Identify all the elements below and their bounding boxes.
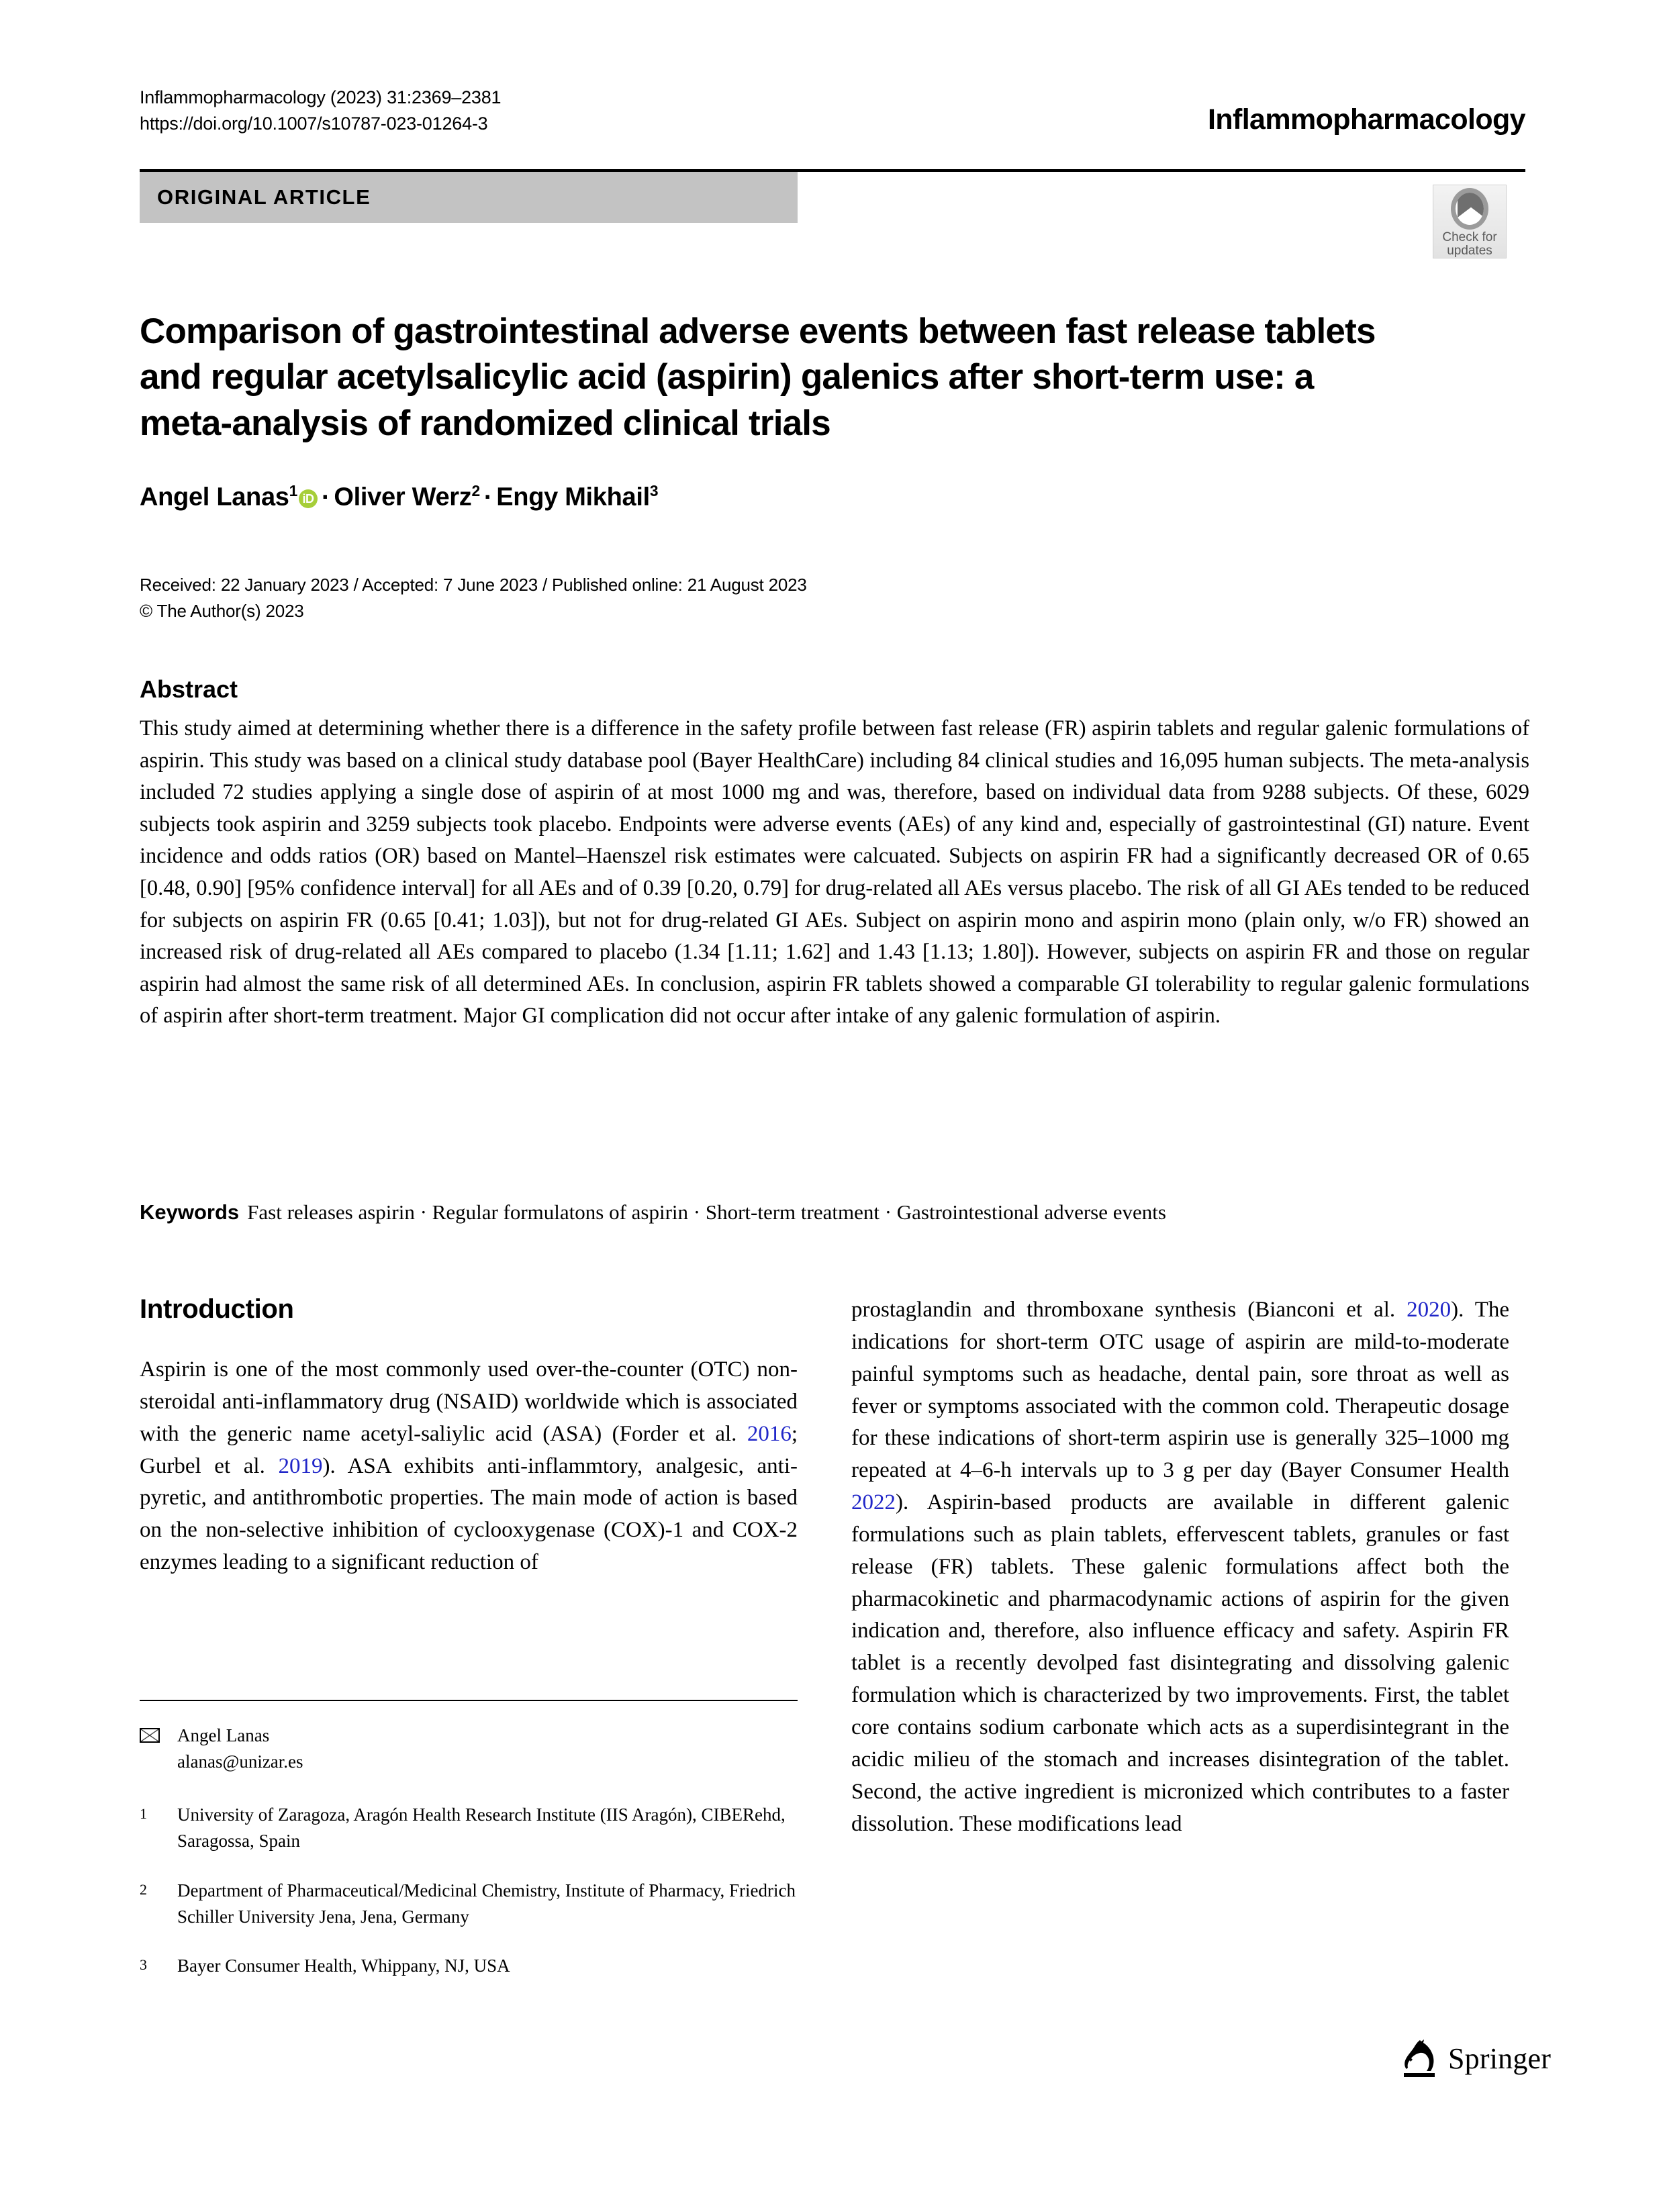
envelope-icon xyxy=(140,1728,160,1743)
author-separator-2: · xyxy=(483,483,493,512)
author-affiliation-marker-2: 2 xyxy=(471,482,480,499)
page-header xyxy=(140,85,1525,137)
footnotes-block xyxy=(140,1723,804,2002)
abstract-text: This study aimed at determining whether there is a difference in the safety profile between fast release (FR) aspirin tablets and regular galenic formulations of aspirin. This study was based on a clinical study database pool (Bayer HealthCare) including 84 clinical studies and 16,095 human subjects. The meta-analysis included 72 studies applying a single dose of aspirin of at most 1000 mg and was, therefore, based on individual data from 9288 subjects. Of these, 6029 subjects took aspirin and 3259 subjects took placebo. Endpoints were adverse events (AEs) of any kind and, especially of gastrointestinal (GI) nature. Event incidence and odds ratios (OR) based on Mantel–Haenszel risk estimates were calcuated. Subjects on aspirin FR had a significantly decreased OR of 0.65 [0.48, 0.90] [95% confidence interval] for all AEs and of 0.39 [0.20, 0.79] for drug-related all AEs versus placebo. The risk of all GI AEs tended to be reduced for subjects on aspirin FR (0.65 [0.41; 1.03]), but not for drug-related GI AEs. Subject on aspirin mono and aspirin mono (plain only, w/o FR) showed an increased risk of drug-related all AEs compared to placebo (1.34 [1.11; 1.62] and 1.43 [1.13; 1.80]). However, subjects on aspirin FR and those on regular aspirin had almost the same risk of all determined AEs. In conclusion, aspirin FR tablets showed a comparable GI tolerability to regular galenic formulations of aspirin after short-term treatment. Major GI complication did not occur after intake of any galenic formulation of aspirin. xyxy=(140,716,1529,1028)
journal-name: Inflammopharmacology xyxy=(1207,103,1525,136)
updates-line-1: Check for xyxy=(1442,230,1497,244)
affiliation-number: 1 xyxy=(140,1805,147,1823)
intro-right-text-2: ). The indications for short-term OTC usage of aspirin are mild-to-moderate painful symptoms such as headache, dental pain, sore throat as well as fever or symptoms associated with the common cold. Therapeutic dosage for these indications of short-term aspirin use is generally 325–1000 mg repeated at 4–6-h intervals up to 3 g per day (Bayer Consumer Health xyxy=(851,1298,1509,1483)
affiliation-item xyxy=(140,1953,804,1979)
citation-link-gurbel-2019[interactable]: 2019 xyxy=(278,1453,323,1478)
orcid-icon[interactable]: iD xyxy=(299,489,318,508)
introduction-paragraph-right xyxy=(851,1294,1509,1840)
copyright-line: © The Author(s) 2023 xyxy=(140,601,304,621)
keywords-block xyxy=(140,1198,1529,1228)
citation-link-bianconi-2020[interactable]: 2020 xyxy=(1407,1298,1452,1322)
citation-link-forder-2016[interactable]: 2016 xyxy=(747,1421,792,1446)
author-affiliation-marker-1: 1 xyxy=(289,482,298,499)
citation-line-1: Inflammopharmacology (2023) 31:2369–2381 xyxy=(140,87,502,107)
author-name-3[interactable]: Engy Mikhail xyxy=(496,483,650,512)
doi-line[interactable]: https://doi.org/10.1007/s10787-023-01264-3 xyxy=(140,113,488,134)
affiliation-number: 3 xyxy=(140,1956,147,1973)
affiliation-text: University of Zaragoza, Aragón Health Research Institute (IIS Aragón), CIBERehd, Saragossa, Spain xyxy=(177,1805,786,1852)
intro-right-text-3: ). Aspirin-based products are available in different galenic formulations such as plain tablets, effervescent tablets, granules or fast release (FR) tablets. These galenic formulations affect both the pharmacokinetic and pharmacodynamic actions of aspirin for the given indication and, therefore, also influence efficacy and safety. Aspirin FR tablet is a recently devolped fast disintegrating and dissolving galenic formulation which is characterized by two improvements. First, the tablet core contains sodium carbonate which acts as a superdisintegrant in the acidic milieu of the stomach and increases disintegration of the tablet. Second, the active ingredient is micronized which contributes to a faster dissolution. These modifications lead xyxy=(851,1490,1509,1836)
footnote-divider xyxy=(140,1700,798,1701)
publication-dates xyxy=(140,572,1415,624)
corresponding-author xyxy=(140,1723,804,1775)
springer-wordmark: Springer xyxy=(1448,2041,1552,2075)
author-list xyxy=(140,482,1415,512)
intro-right-text-1: prostaglandin and thromboxane synthesis (Bianconi et al. xyxy=(851,1298,1407,1322)
keywords-text: Fast releases aspirin · Regular formulatons of aspirin · Short-term treatment · Gastrointestional adverse events xyxy=(247,1200,1166,1224)
crossmark-icon xyxy=(1451,188,1488,230)
check-for-updates-badge[interactable] xyxy=(1433,185,1507,258)
author-name-1[interactable]: Angel Lanas xyxy=(140,483,289,512)
publisher-logo xyxy=(1400,2037,1551,2079)
affiliation-text: Bayer Consumer Health, Whippany, NJ, USA xyxy=(177,1955,510,1976)
column-right xyxy=(851,1294,1509,1840)
updates-line-2: updates xyxy=(1447,243,1492,258)
article-type-banner xyxy=(140,172,798,223)
abstract-heading: Abstract xyxy=(140,675,238,703)
affiliation-item xyxy=(140,1878,804,1930)
column-left xyxy=(140,1294,798,1579)
introduction-paragraph-left xyxy=(140,1354,798,1579)
author-name-2[interactable]: Oliver Werz xyxy=(334,483,472,512)
intro-left-text-1: Aspirin is one of the most commonly used over-the-counter (OTC) non-steroidal anti-inflammatory drug (NSAID) worldwide which is associated with the generic name acetyl-saliylic acid (ASA) (Forder et al. xyxy=(140,1357,798,1446)
affiliation-text: Department of Pharmaceutical/Medicinal Chemistry, Institute of Pharmacy, Friedrich Schiller University Jena, Jena, Germany xyxy=(177,1880,796,1927)
article-type-label: ORIGINAL ARTICLE xyxy=(157,185,371,209)
introduction-heading: Introduction xyxy=(140,1294,294,1324)
keywords-label: Keywords xyxy=(140,1200,240,1224)
affiliation-number: 2 xyxy=(140,1880,147,1898)
corresponding-author-email[interactable]: alanas@unizar.es xyxy=(177,1751,303,1772)
citation-link-bayer-2022[interactable]: 2022 xyxy=(851,1490,896,1515)
author-separator-1: · xyxy=(322,483,330,512)
page-title: Comparison of gastrointestinal adverse events between fast release tablets and regular acetylsalicylic acid (aspirin) galenics after short-term use: a meta-analysis of randomized clinical trials xyxy=(140,311,1376,444)
affiliation-item xyxy=(140,1802,804,1854)
journal-citation xyxy=(140,85,501,137)
springer-knight-icon xyxy=(1400,2037,1437,2079)
author-affiliation-marker-3: 3 xyxy=(649,482,659,499)
intro-left-text-2: ; Gurbel et al. xyxy=(140,1421,798,1478)
intro-left-text-3: ). ASA exhibits anti-inflammtory, analgesic, anti-pyretic, and antithrombotic properties. The main mode of action is based on the non-selective inhibition of cyclooxygenase (COX)-1 and COX-2 enzymes leading to a significant reduction of xyxy=(140,1453,798,1575)
corresponding-author-name: Angel Lanas xyxy=(177,1725,270,1745)
received-accepted-published-line: Received: 22 January 2023 / Accepted: 7 June 2023 / Published online: 21 August 2023 xyxy=(140,575,807,595)
